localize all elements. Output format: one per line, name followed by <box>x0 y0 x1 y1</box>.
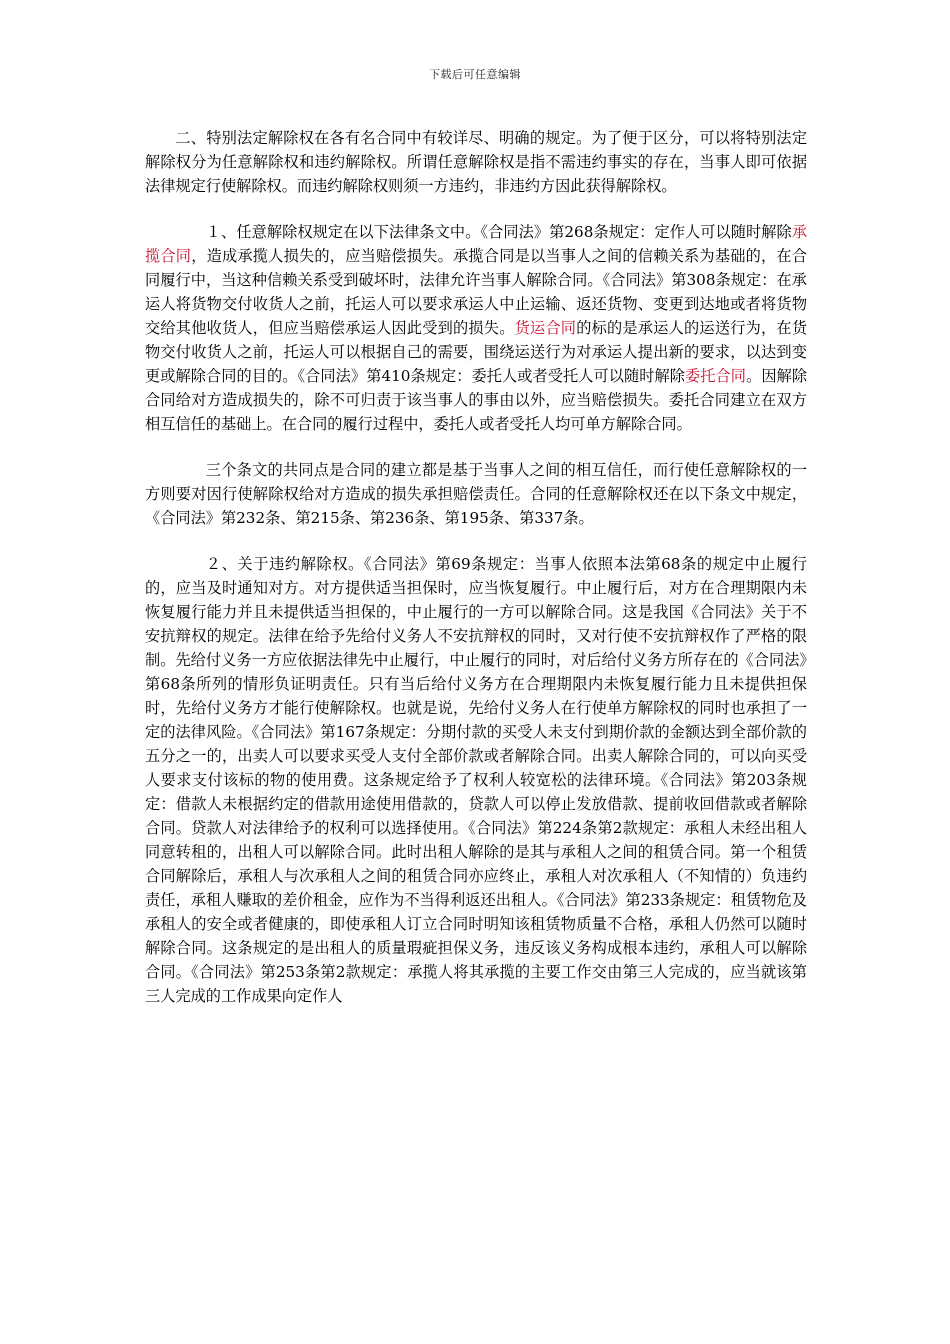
paragraph-text: １、任意解除权规定在以下法律条文中。《合同法》第268条规定：定作人可以随时解除 <box>205 223 792 241</box>
paragraph-arbitrary-rescission <box>145 220 807 436</box>
page-header: 下载后可任意编辑 <box>429 68 521 81</box>
paragraph-common-points <box>145 458 807 530</box>
contract-type-link[interactable]: 承揽合同 <box>145 223 807 265</box>
paragraph-text: 。因解除合同给对方造成损失的，除不可归责于该当事人的事由以外，应当赔偿损失。委托合同建立在双方相互信任的基础上。在合同的履行过程中，委托人或者受托人均可单方解除合同。 <box>145 367 808 433</box>
paragraph-special-rescission <box>145 126 807 198</box>
paragraph-text: 的标的是承运人的运送行为，在货物交付收货人之前，托运人可以根据自己的需要，围绕运送行为对承运人提出新的要求，以达到变更或解除合同的目的。《合同法》第410条规定：委托人或者受托人可以随时解除 <box>145 319 808 385</box>
contract-type-link[interactable]: 委托合同 <box>685 367 747 385</box>
paragraph-text: 三个条文的共同点是合同的建立都是基于当事人之间的相互信任，而行使任意解除权的一方则要对因行使解除权给对方造成的损失承担赔偿责任。合同的任意解除权还在以下条文中规定，《合同法》第232条、第215条、第236条、第195条、第337条。 <box>145 461 807 527</box>
paragraph-text: ２、关于违约解除权。《合同法》第69条规定：当事人依照本法第68条的规定中止履行的，应当及时通知对方。对方提供适当担保时，应当恢复履行。中止履行后，对方在合理期限内未恢复履行能力并且未提供适当担保的，中止履行的一方可以解除合同。这是我国《合同法》关于不安抗辩权的规定。法律在给予先给付义务人不安抗辩权的同时，又对行使不安抗辩权作了严格的限制。先给付义务一方应依据法律先中止履行，中止履行的同时，对后给付义务方所存在的《合同法》第68条所列的情形负证明责任。只有当后给付义务方在合理期限内未恢复履行能力且未提供担保时，先给付义务方才能行使解除权。也就是说，先给付义务人在行使单方解除权的同时也承担了一定的法律风险。《合同法》第167条规定：分期付款的买受人未支付到期价款的金额达到全部价款的五分之一的，出卖人可以要求买受人支付全部价款或者解除合同。出卖人解除合同的，可以向买受人要求支付该标的物的使用费。这条规定给予了权利人较宽松的法律环境。《合同法》第203条规定：借款人未根据约定的借款用途使用借款的，贷款人可以停止发放借款、提前收回借款或者解除合同。贷款人对法律给予的权利可以选择使用。《合同法》第224条第2款规定：承租人未经出租人同意转租的，出租人可以解除合同。此时出租人解除的是其与承租人之间的租赁合同。第一个租赁合同解除后，承租人与次承租人之间的租赁合同亦应终止，承租人对次承租人（不知情的）负违约责任，承租人赚取的差价租金，应作为不当得利返还出租人。《合同法》第233条规定：租赁物危及承租人的安全或者健康的，即使承租人订立合同时明知该租赁物质量不合格，承租人仍然可以随时解除合同。这条规定的是出租人的质量瑕疵担保义务，违反该义务构成根本违约，承租人可以解除合同。《合同法》第253条第2款规定：承揽人将其承揽的主要工作交由第三人完成的，应当就该第三人完成的工作成果向定作人 <box>145 555 807 1005</box>
document-body <box>145 126 807 1008</box>
paragraph-breach-rescission <box>145 552 807 1008</box>
paragraph-text: 二、特别法定解除权在各有名合同中有较详尽、明确的规定。为了便于区分，可以将特别法定解除权分为任意解除权和违约解除权。所谓任意解除权是指不需违约事实的存在，当事人即可依据法律规定行使解除权。而违约解除权则须一方违约，非违约方因此获得解除权。 <box>145 129 807 195</box>
paragraph-text: ，造成承揽人损失的，应当赔偿损失。承揽合同是以当事人之间的信赖关系为基础的，在合同履行中，当这种信赖关系受到破坏时，法律允许当事人解除合同。《合同法》第308条规定：在承运人将货物交付收货人之前，托运人可以要求承运人中止运输、返还货物、变更到达地或者将货物交给其他收货人，但应当赔偿承运人因此受到的损失。 <box>145 247 808 337</box>
contract-type-link[interactable]: 货运合同 <box>514 319 577 337</box>
